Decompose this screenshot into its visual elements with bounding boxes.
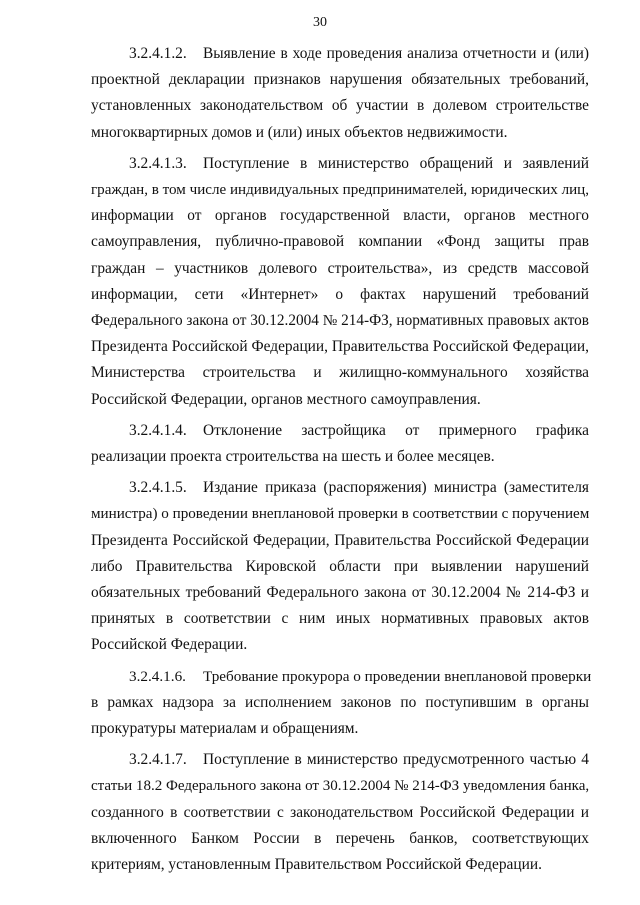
paragraph-line: Российской Федерации. — [91, 636, 248, 654]
paragraph-number: 3.2.4.1.2. — [129, 45, 187, 62]
paragraph-line: информации от органов государственной власти, органов местного — [91, 207, 589, 225]
paragraph-line-text: Издание приказа (распоряжения) министра (заместителя — [203, 479, 589, 497]
page-number: 30 — [313, 15, 327, 30]
paragraph — [91, 475, 589, 658]
paragraph-line: Президента Российской Федерации, Правительства Российской Федерации — [91, 531, 589, 549]
paragraph — [91, 41, 589, 146]
paragraph-number: 3.2.4.1.3. — [129, 154, 187, 172]
paragraph-line: Федерального закона от 30.12.2004 № 214-ФЗ, нормативных правовых актов — [91, 312, 590, 330]
paragraph-number: 3.2.4.1.5. — [129, 479, 187, 497]
paragraph-line: статьи 18.2 Федерального закона от 30.12.2004 № 214-ФЗ уведомления банка, — [91, 778, 590, 795]
paragraph-line-text: Поступление в министерство предусмотренного частью 4 — [203, 751, 589, 769]
paragraph-line: самоуправления, публично-правовой компании «Фонд защиты прав — [91, 233, 589, 251]
paragraph-line: прокуратуры материалам и обращениям. — [91, 720, 359, 738]
paragraph-line: Министерства строительства и жилищно-коммунального хозяйства — [91, 364, 589, 382]
paragraph-line: министра) о проведении внеплановой проверки в соответствии с поручением — [91, 506, 590, 523]
paragraph-number: 3.2.4.1.6. — [129, 667, 186, 685]
paragraph-line-text: Выявление в ходе проведения анализа отчетности и (или) — [203, 45, 589, 62]
paragraph-line: граждан, в том числе индивидуальных предпринимателей, юридических лиц, — [91, 182, 589, 199]
paragraph — [91, 664, 592, 743]
paragraph — [91, 151, 589, 413]
paragraph-number: 3.2.4.1.7. — [129, 751, 187, 769]
paragraph-line: либо Правительства Кировской области при выявлении нарушений — [91, 557, 589, 575]
document-body — [91, 41, 592, 883]
paragraph-line: созданного в соответствии с законодательством Российской Федерации и — [91, 803, 589, 821]
paragraph-line-text: Поступление в министерство обращений и заявлений — [203, 154, 589, 172]
paragraph-line: установленных законодательством об участии в долевом строительстве — [91, 97, 589, 115]
paragraph-line: критериям, установленным Правительством Российской Федерации. — [91, 856, 542, 874]
paragraph-first-line — [91, 41, 589, 67]
paragraph — [91, 747, 589, 878]
paragraph-line: реализации проекта строительства на шесть и более месяцев. — [91, 448, 495, 466]
paragraph-line: проектной декларации признаков нарушения обязательных требований, — [91, 71, 589, 89]
paragraph-line: информации, сети «Интернет» о фактах нарушений требований — [91, 285, 589, 303]
paragraph-line: многоквартирных домов и (или) иных объектов недвижимости. — [91, 123, 508, 141]
paragraph-line: граждан – участников долевого строительства», из средств массовой — [91, 259, 589, 277]
paragraph-line: обязательных требований Федерального закона от 30.12.2004 № 214-ФЗ и — [91, 584, 589, 602]
paragraph-line: Российской Федерации, органов местного самоуправления. — [91, 390, 481, 408]
paragraph-line-text: Требование прокурора о проведении внеплановой проверки — [203, 667, 592, 685]
paragraph-number: 3.2.4.1.4. — [129, 421, 187, 439]
paragraph-line: в рамках надзора за исполнением законов по поступившим в органы — [91, 693, 589, 711]
paragraph-first-line — [91, 664, 592, 690]
paragraph-line-text: Отклонение застройщика от примерного графика — [203, 421, 589, 439]
paragraph-line: принятых в соответствии с ним иных нормативных правовых актов — [91, 610, 589, 628]
paragraph-first-line — [91, 475, 589, 501]
paragraph-line: Президента Российской Федерации, Правительства Российской Федерации, — [91, 338, 589, 356]
paragraph — [91, 418, 589, 470]
paragraph-line: включенного Банком России в перечень банков, соответствующих — [91, 829, 589, 847]
paragraph-first-line — [91, 418, 589, 444]
paragraph-first-line — [91, 747, 589, 773]
paragraph-first-line — [91, 151, 589, 177]
